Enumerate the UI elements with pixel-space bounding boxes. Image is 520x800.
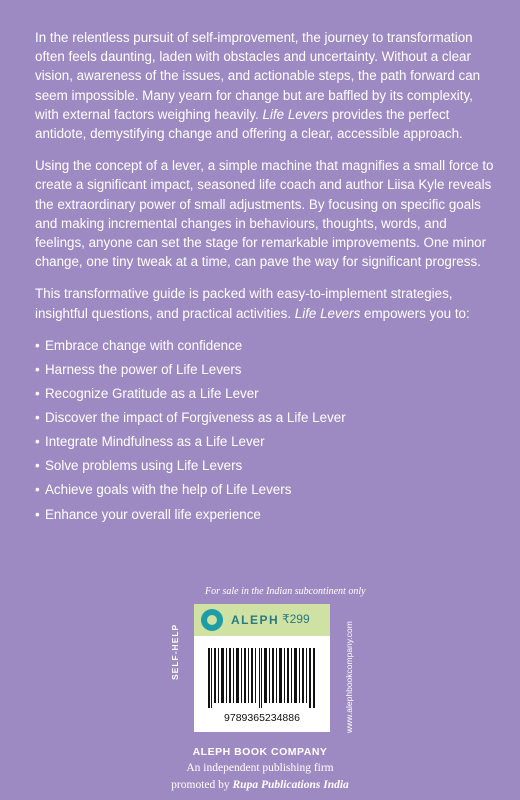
list-item: • Solve problems using Life Levers [35, 458, 243, 474]
list-item: • Embrace change with confidence [35, 337, 243, 353]
book-title-inline: Life Levers [294, 305, 361, 321]
barcode-icon [208, 648, 316, 708]
price-label: ₹299 [282, 612, 310, 626]
blurb-paragraph-3: This transformative guide is packed with easy-to-implement strategies, insightful questions, and practical activities. Life Levers empowers you to: [35, 286, 470, 321]
price-sticker [194, 604, 330, 732]
list-item: • Recognize Gratitude as a Life Lever [35, 386, 259, 402]
sale-region-note: For sale in the Indian subcontinent only [205, 586, 366, 597]
aleph-logo-icon [201, 609, 223, 631]
blurb-paragraph-1: In the relentless pursuit of self-improvement, the journey to transformation often feels daunting, laden with obstacles and uncertainty. Without a clear vision, awareness of the issues, and actionable steps, the path forward can seem impossible. Many yearn for change but are baffled by its complexity, with external factors weighing heavily. Life Levers provides the perfect antidote, demystifying change and offering a clear, accessible approach. [35, 30, 481, 142]
blurb-paragraph-2: Using the concept of a lever, a simple machine that magnifies a small force to create a significant impact, seasoned life coach and author Liisa Kyle reveals the extraordinary power of small adjustments. By focusing on specific goals and making incremental changes in behaviours, thoughts, words, and feelings, anyone can set the stage for remarkable improvements. One minor change, one tiny tweak at a time, can pave the way for significant progress. [35, 158, 494, 270]
promoter-name: Rupa Publications India [232, 779, 349, 791]
blurb [35, 28, 497, 529]
benefits-list [35, 336, 497, 524]
publisher-tagline: An independent publishing firm [186, 762, 334, 774]
list-item: • Harness the power of Life Levers [35, 361, 242, 377]
price-band [194, 604, 330, 636]
promoter-line: promoted by Rupa Publications India [171, 779, 349, 791]
website-label: www.alephbookcompany.com [344, 621, 354, 733]
isbn-number: 9789365234886 [224, 712, 300, 724]
list-item: • Achieve goals with the help of Life Levers [35, 482, 292, 498]
website-label-wrap [344, 603, 358, 733]
category-label: SELF-HELP [170, 623, 180, 680]
list-item: • Integrate Mindfulness as a Life Lever [35, 434, 265, 450]
publisher-name: ALEPH BOOK COMPANY [192, 746, 328, 758]
list-item: • Enhance your overall life experience [35, 506, 261, 522]
list-item: • Discover the impact of Forgiveness as a Life Lever [35, 410, 346, 426]
brand-name: ALEPH [231, 613, 280, 627]
book-title-inline: Life Levers [262, 106, 329, 122]
